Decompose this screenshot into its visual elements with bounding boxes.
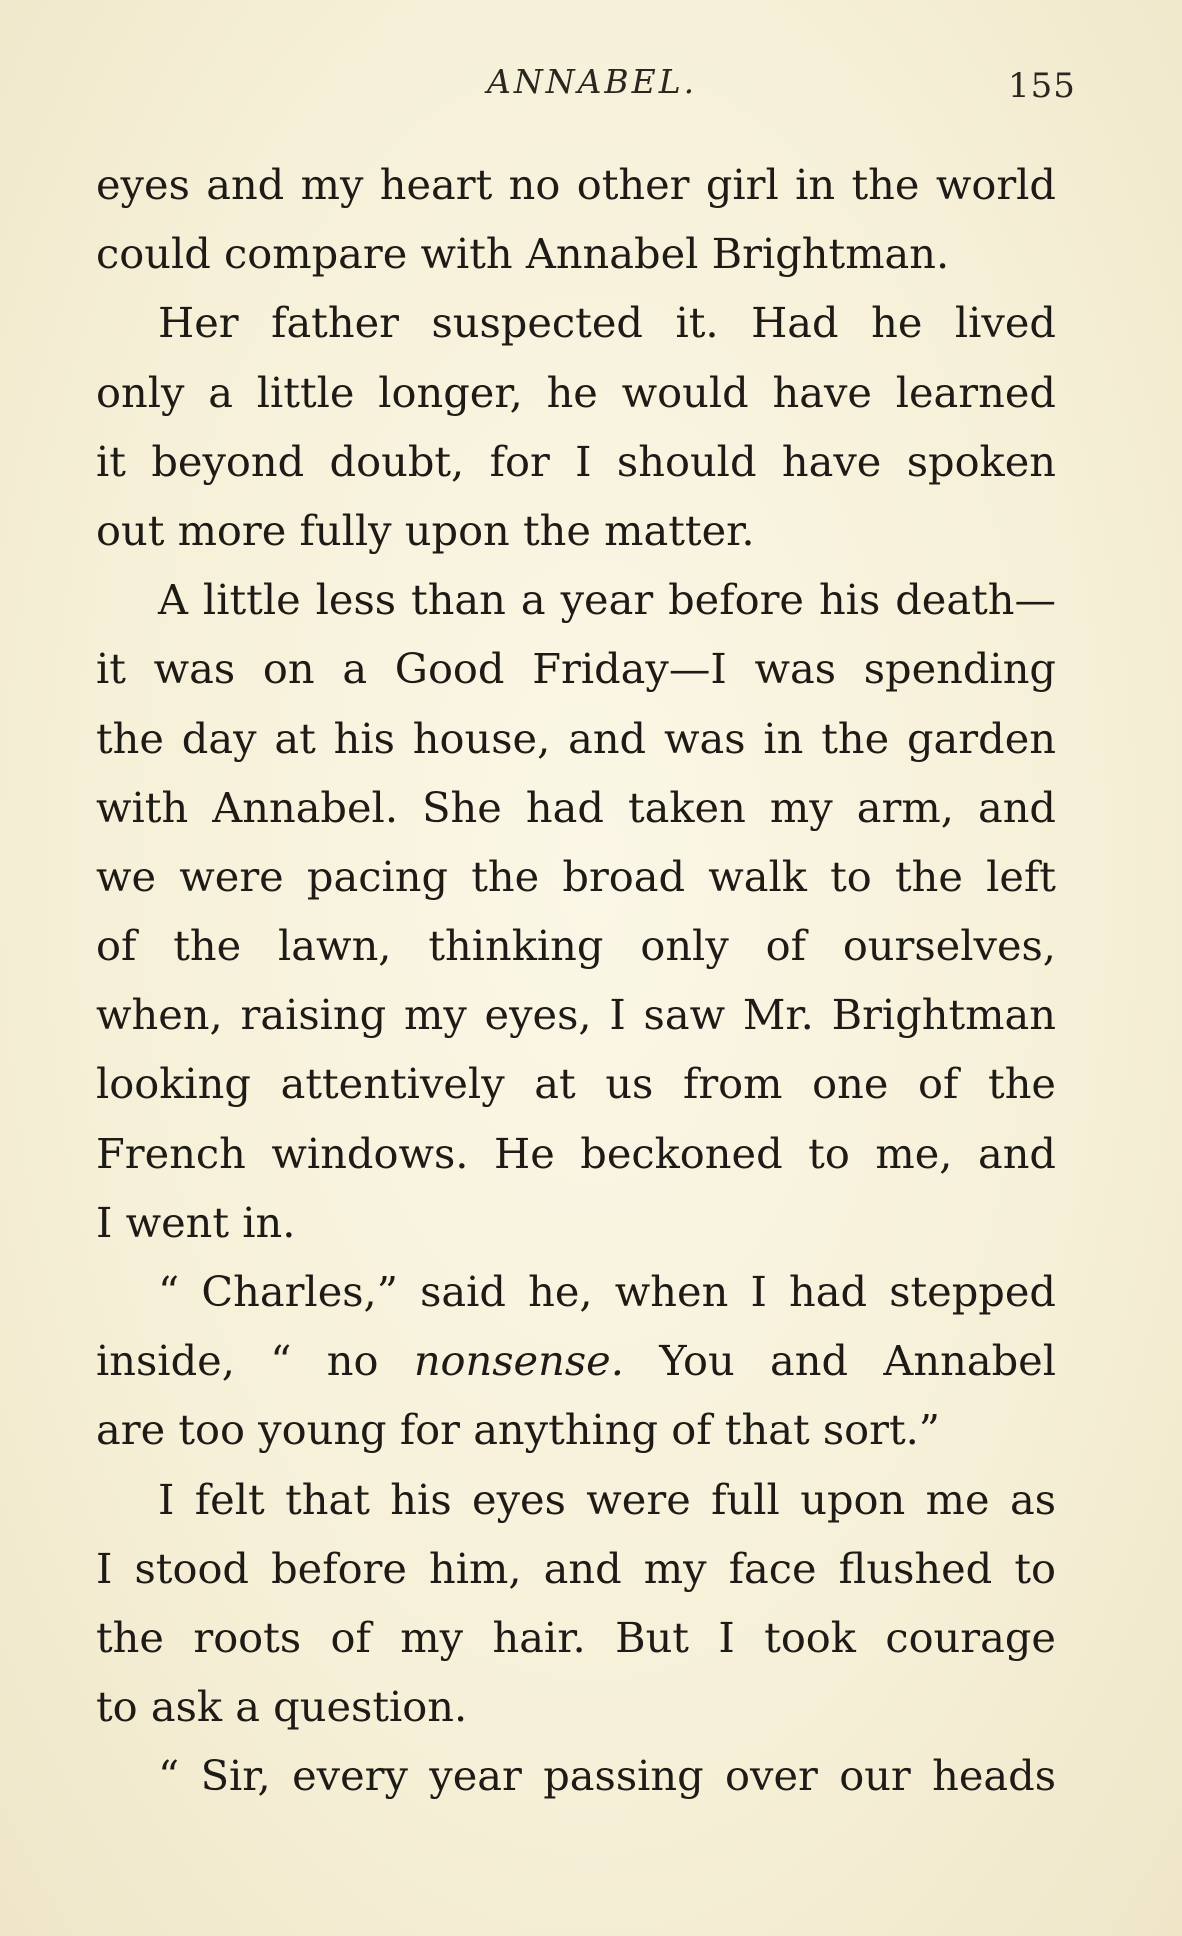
text-line: are too young for anything of that sort.” — [96, 1405, 941, 1455]
text-line: only a little longer, he would have learned — [96, 367, 1056, 417]
text-line: could compare with Annabel Brightman. — [96, 229, 950, 279]
text-line: of the lawn, thinking only of ourselves, — [96, 921, 1056, 971]
running-title: ANNABEL. — [487, 62, 698, 101]
text-line: it was on a Good Friday—I was spending — [96, 644, 1056, 694]
paragraph-start-line: I felt that his eyes were full upon me as — [158, 1474, 1056, 1524]
text-line: I stood before him, and my face flushed to — [96, 1543, 1056, 1593]
text-line: to ask a question. — [96, 1682, 468, 1732]
paragraph-start-line: A little less than a year before his death— — [158, 575, 1056, 625]
text-line: it beyond doubt, for I should have spoken — [96, 436, 1056, 486]
text-line: we were pacing the broad walk to the left — [96, 851, 1056, 901]
text-line: the day at his house, and was in the garden — [96, 713, 1056, 763]
text-line: looking attentively at us from one of the — [96, 1059, 1056, 1109]
text-line-with-italic — [96, 1326, 1056, 1395]
text-line: out more fully upon the matter. — [96, 505, 755, 555]
text-line: I went in. — [96, 1197, 296, 1247]
paragraph-start-line: “ Charles,” said he, when I had stepped — [158, 1267, 1056, 1316]
text-line: French windows. He beckoned to me, and — [96, 1128, 1056, 1178]
text-line: with Annabel. She had taken my arm, and — [96, 782, 1056, 832]
text-line: when, raising my eyes, I saw Mr. Brightman — [96, 990, 1056, 1040]
text-line: the roots of my hair. But I took courage — [96, 1612, 1056, 1662]
paragraph-start-line: Her father suspected it. Had he lived — [158, 298, 1056, 348]
text-line: eyes and my heart no other girl in the world — [96, 160, 1056, 209]
page-number: 155 — [1008, 66, 1076, 106]
italic-emphasis: nonsense. — [413, 1336, 624, 1386]
body-text — [96, 150, 1056, 1811]
text-segment: inside, “ no — [96, 1336, 414, 1386]
paragraph-start-line: “ Sir, every year passing over our heads — [158, 1751, 1056, 1801]
running-head — [0, 62, 1182, 112]
text-segment: You and Annabel — [623, 1336, 1056, 1386]
